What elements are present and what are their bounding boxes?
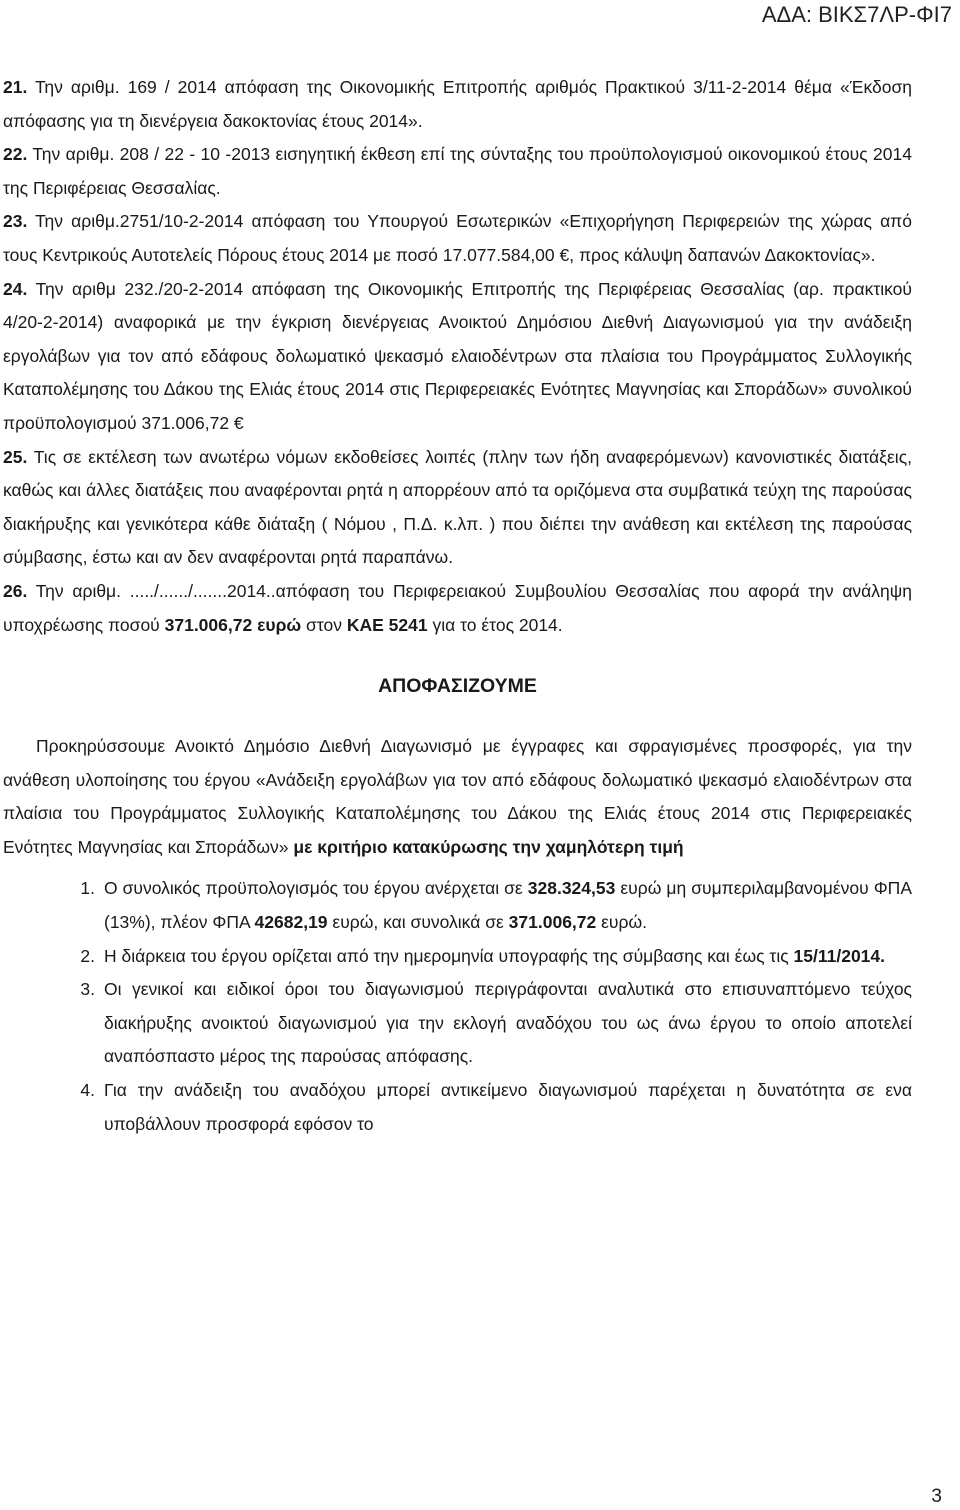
item-26: 26. Την αριθμ. ...../....../.......2014..απόφαση του Περιφερειακού Συμβουλίου Θεσσαλίας που αφορά την ανάληψη υποχρέωσης ποσού 371.006,72 ευρώ στον ΚΑΕ 5241 για το έτος 2014.	[3, 580, 912, 635]
decision-heading: ΑΠΟΦΑΣΙΖΟΥΜΕ	[378, 675, 537, 698]
item-21: 21. Την αριθμ. 169 / 2014 απόφαση της Οικονομικής Επιτροπής αριθμός Πρακτικού 3/11-2-2014 θέμα «Έκδοση απόφασης για τη διενέργεια δακοκτονίας έτους 2014».	[3, 77, 912, 131]
item-23: 23. Την αριθμ.2751/10-2-2014 απόφαση του Υπουργού Εσωτερικών «Επιχορήγηση Περιφερειών της χώρας από τους Κεντρικούς Αυτοτελείς Πόρους έτους 2014 με ποσό 17.077.584,00 €, προς κάλυψη δαπανών Δακοκτονίας».	[3, 211, 912, 265]
item-24: 24. Την αριθμ 232./20-2-2014 απόφαση της Οικονομικής Επιτροπής της Περιφέρειας Θεσσαλίας (αρ. πρακτικού 4/20-2-2014) αναφορικά με την έγκριση διενέργειας Ανοικτού Δημόσιου Διεθνή Διαγωνισμού για την ανάδειξη εργολάβων για τον από εδάφους δολωματικό ψεκασμό ελαιοδέντρων στα πλαίσια του Προγράμματος Συλλογικής Καταπολέμησης του Δάκου της Ελιάς έτους 2014 στις Περιφερειακές Ενότητες Μαγνησίας και Σποράδων» συνολικού προϋπολογισμού 371.006,72 €	[3, 278, 912, 433]
terms-list	[3, 872, 912, 1141]
list-item-1: 1. Ο συνολικός προϋπολογισμός του έργου ανέρχεται σε 328.324,53 ευρώ μη συμπεριλαμβανομένου ΦΠΑ (13%), πλέον ΦΠΑ 42682,19 ευρώ, και συνολικά σε 371.006,72 ευρώ.	[80, 878, 912, 933]
document-body	[3, 71, 912, 1141]
intro-paragraph: Προκηρύσσουμε Ανοικτό Δημόσιο Διεθνή Διαγωνισμό με έγγραφες και σφραγισμένες προσφορές, για την ανάθεση υλοποίησης του έργου «Ανάδειξη εργολάβων για τον από εδάφους δολωματικό ψεκασμό ελαιοδέντρων στα πλαίσια του Προγράμματος Συλλογικής Καταπολέμησης του Δάκου της Ελιάς έτους 2014 στις Περιφερειακές Ενότητες Μαγνησίας και Σποράδων» με κριτήριο κατακύρωσης την χαμηλότερη τιμή	[3, 736, 912, 857]
item-22: 22. Την αριθμ. 208 / 22 - 10 -2013 εισηγητική έκθεση επί της σύνταξης του προϋπολογισμού οικονομικού έτους 2014 της Περιφέρειας Θεσσαλίας.	[3, 144, 912, 198]
list-item-3: 3. Οι γενικοί και ειδικοί όροι του διαγωνισμού περιγράφονται αναλυτικά στο επισυναπτόμενο τεύχος διακήρυξης ανοικτού διαγωνισμού για την εκλογή αναδόχου του ως άνω έργου το οποίο αποτελεί αναπόσπαστο μέρος της παρούσας απόφασης.	[80, 979, 912, 1067]
item-25: 25. Τις σε εκτέλεση των ανωτέρω νόμων εκδοθείσες λοιπές (πλην των ήδη αναφερόμενων) κανονιστικές διατάξεις, καθώς και άλλες διατάξεις που αναφέρονται ρητά η απορρέουν από τα οριζόμενα στα συμβατικά τεύχη της παρούσας διακήρυξης και γενικότερα κάθε διάταξη ( Νόμου , Π.Δ. κ.λπ. ) που διέπει την ανάθεση και εκτέλεση της παρούσας σύμβασης, έστω και αν δεν αναφέρονται ρητά παραπάνω.	[3, 446, 912, 568]
list-item-4: 4. Για την ανάδειξη του αναδόχου μπορεί αντικείμενο διαγωνισμού παρέχεται η δυνατότητα σε ενα υποβάλλουν προσφορά εφόσον το	[80, 1080, 912, 1134]
list-item-2: 2. Η διάρκεια του έργου ορίζεται από την ημερομηνία υπογραφής της σύμβασης και έως τις 15/11/2014.	[80, 945, 886, 966]
page-number: 3	[931, 1486, 942, 1507]
ada-code: ΑΔΑ: ΒΙΚΣ7ΛΡ-ΦΙ7	[761, 2, 952, 27]
